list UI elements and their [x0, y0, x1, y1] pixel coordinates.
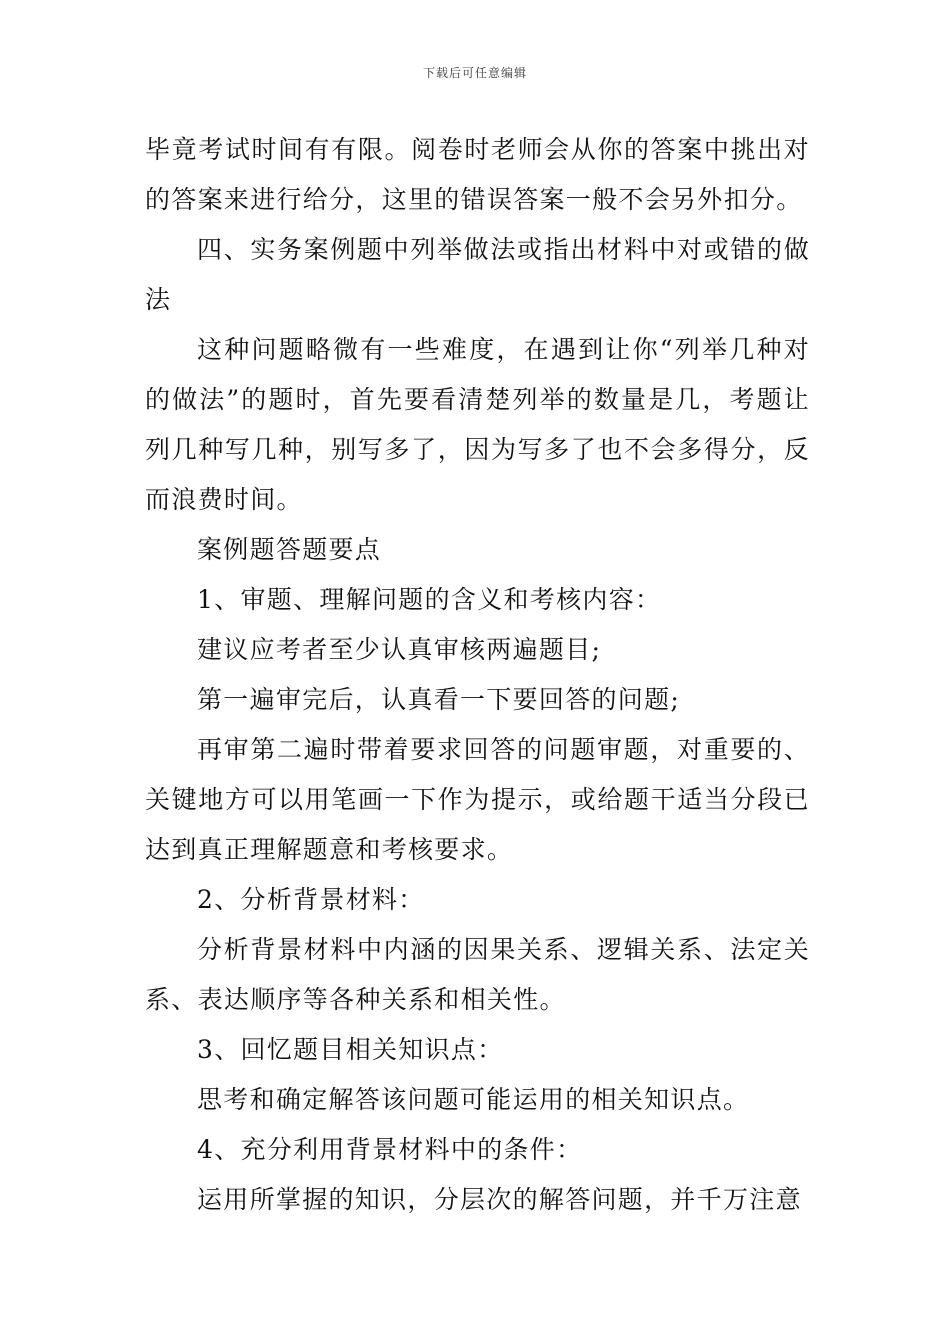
paragraph-11: 3、回忆题目相关知识点：	[197, 1035, 504, 1064]
paragraph-1: 毕竟考试时间有有限。阅卷时老师会从你的答案中挑出对的答案来进行给分，这里的错误答案一般不会另外扣分。	[145, 135, 810, 214]
paragraph-3: 这种问题略微有一些难度，在遇到让你“列举几种对的做法”的题时，首先要看清楚列举的数量是几，考题让列几种写几种，别写多了，因为写多了也不会多得分，反而浪费时间。	[145, 335, 810, 514]
paragraph-5: 1、审题、理解问题的含义和考核内容：	[197, 585, 662, 614]
paragraph-4: 案例题答题要点	[197, 535, 382, 564]
paragraph-8: 再审第二遍时带着要求回答的问题审题，对重要的、关键地方可以用笔画一下作为提示，或给题干适当分段已达到真正理解题意和考核要求。	[145, 735, 810, 864]
document-body	[145, 125, 810, 1225]
paragraph-6: 建议应考者至少认真审核两遍题目;	[197, 635, 602, 664]
page-header: 下载后可任意编辑	[422, 66, 527, 80]
paragraph-9: 2、分析背景材料：	[197, 885, 425, 914]
paragraph-12: 思考和确定解答该问题可能运用的相关知识点。	[197, 1085, 750, 1114]
paragraph-14: 运用所掌握的知识，分层次的解答问题，并千万注意	[197, 1185, 802, 1214]
paragraph-2: 四、实务案例题中列举做法或指出材料中对或错的做法	[145, 235, 810, 314]
paragraph-7: 第一遍审完后，认真看一下要回答的问题;	[197, 685, 681, 714]
paragraph-13: 4、充分利用背景材料中的条件：	[197, 1135, 583, 1164]
paragraph-10: 分析背景材料中内涵的因果关系、逻辑关系、法定关系、表达顺序等各种关系和相关性。	[145, 935, 810, 1014]
